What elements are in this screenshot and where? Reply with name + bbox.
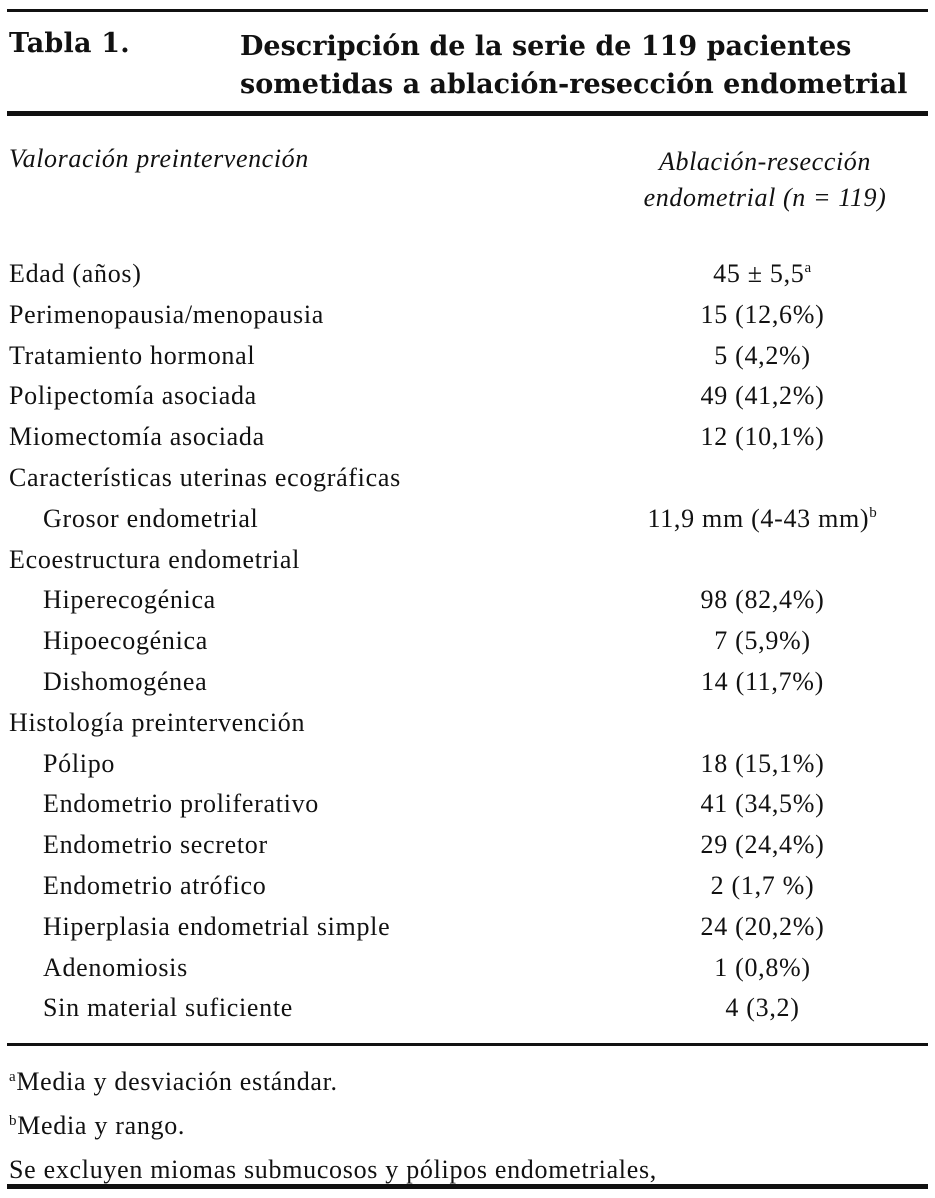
row-label: Polipectomía asociada (9, 381, 257, 411)
row-value: 11,9 mm (4-43 mm)$^b$ (647, 503, 878, 533)
column-header-left: Valoración preintervención (9, 144, 309, 173)
top-rule (7, 9, 928, 12)
row-label: Tratamiento hormonal (9, 340, 256, 370)
row-value: 5 (4,2%) (714, 340, 811, 370)
row-label: Endometrio proliferativo (43, 789, 320, 819)
table-row (0, 626, 935, 667)
row-label: Características uterinas ecográficas (9, 462, 401, 492)
column-header-right (600, 144, 930, 216)
row-label: Pólipo (43, 748, 116, 778)
table-title-line-2: sometidas a ablación-resección endometrial (240, 69, 908, 100)
row-value: 98 (82,4%) (700, 585, 825, 615)
footnote-b: $^b$Media y rango. (9, 1111, 186, 1140)
table-row (0, 585, 935, 626)
row-label: Endometrio secretor (43, 830, 268, 860)
footnotes (9, 1062, 657, 1190)
table-title (240, 28, 930, 104)
row-label: Histología preintervención (9, 707, 306, 737)
row-label: Endometrio atrófico (43, 870, 267, 900)
footnote-c: Se excluyen miomas submucosos y pólipos endometriales, (9, 1155, 657, 1184)
row-value: 2 (1,7 %) (710, 870, 815, 900)
table-row (0, 341, 935, 382)
table-row-group-heading (0, 708, 935, 749)
row-value: 12 (10,1%) (700, 422, 825, 452)
table-row (0, 830, 935, 871)
table-body (0, 259, 935, 1034)
row-value: 7 (5,9%) (714, 626, 811, 656)
bottom-rule (7, 1184, 928, 1189)
row-label: Dishomogénea (43, 666, 208, 696)
row-label: Hiperplasia endometrial simple (43, 911, 391, 941)
row-value: 49 (41,2%) (700, 381, 825, 411)
table-row (0, 871, 935, 912)
footnote-marker: a (9, 1069, 17, 1085)
table-row (0, 300, 935, 341)
row-label: Adenomiosis (43, 952, 188, 982)
table-row-group-heading (0, 545, 935, 586)
table-row (0, 504, 935, 545)
row-label: Grosor endometrial (43, 503, 259, 533)
header-rule (7, 111, 928, 116)
row-label: Ecoestructura endometrial (9, 544, 301, 574)
row-value: 14 (11,7%) (700, 666, 824, 696)
table-row (0, 422, 935, 463)
table-row (0, 789, 935, 830)
row-label: Edad (años) (9, 259, 142, 288)
row-label: Sin material suficiente (43, 993, 294, 1023)
row-value: 18 (15,1%) (700, 748, 825, 778)
table-row (0, 667, 935, 708)
table-row (0, 259, 935, 300)
table-number: Tabla 1. (9, 28, 130, 59)
footer-rule (7, 1043, 928, 1046)
row-value: 4 (3,2) (725, 993, 800, 1023)
row-value: 29 (24,4%) (700, 830, 825, 860)
table-row (0, 381, 935, 422)
table-row (0, 953, 935, 994)
row-value: 1 (0,8%) (714, 952, 811, 982)
footnote-marker: a (804, 260, 812, 276)
row-value: 45 ± 5,5$^a$ (713, 259, 812, 288)
row-value: 24 (20,2%) (700, 911, 825, 941)
footnote-a: $^a$Media y desviación estándar. (9, 1067, 338, 1096)
row-value: 15 (12,6%) (700, 299, 825, 329)
row-value: 41 (34,5%) (700, 789, 825, 819)
row-label: Miomectomía asociada (9, 422, 265, 452)
table-row-group-heading (0, 463, 935, 504)
footnote-marker: b (869, 504, 878, 521)
row-label: Perimenopausia/menopausia (9, 299, 324, 329)
column-header-right-line-2: endometrial (n = 119) (643, 183, 887, 212)
footnote-marker: b (9, 1113, 18, 1129)
table-row (0, 993, 935, 1034)
column-header-right-line-1: Ablación-resección (659, 147, 871, 176)
table-row (0, 749, 935, 790)
table-title-line-1: Descripción de la serie de 119 pacientes (240, 31, 852, 62)
row-label: Hiperecogénica (43, 585, 216, 615)
row-label: Hipoecogénica (43, 626, 209, 656)
table-row (0, 912, 935, 953)
